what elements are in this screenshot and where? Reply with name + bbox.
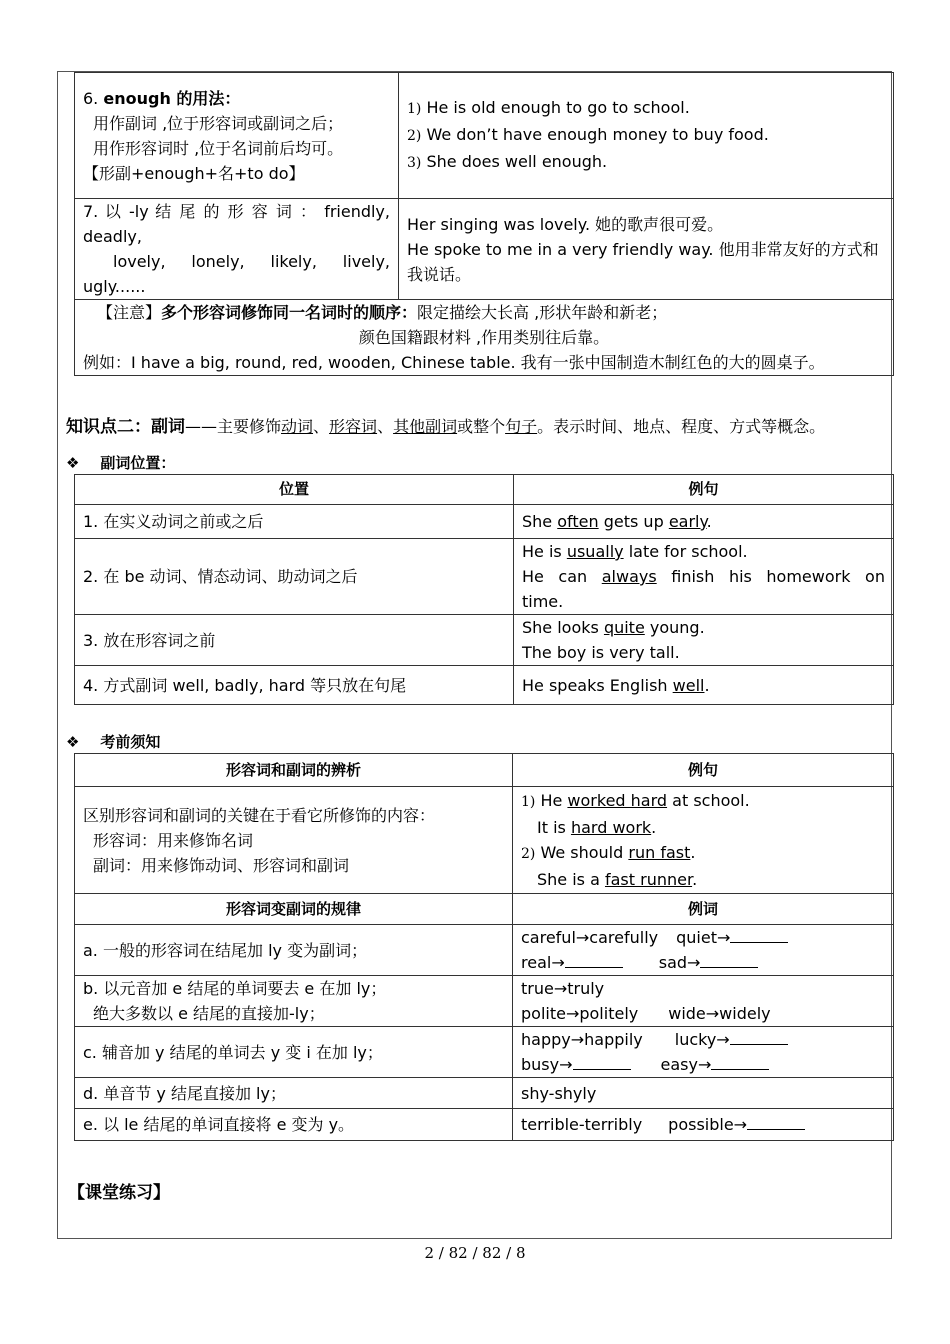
subheading-exam-notes: ❖ 考前须知 [66, 733, 161, 751]
table-row [75, 300, 894, 376]
table-row: 4. 方式副词 well, badly, hard 等只放在句尾 He speaks English well. [75, 666, 894, 705]
adjective-usage-table [74, 72, 894, 376]
adjective-adverb-table [74, 753, 894, 1141]
answer-blank[interactable] [573, 1055, 631, 1070]
enough-examples-cell: 1) He is old enough to go to school. 2) We don’t have enough money to buy food. 3) She does well enough. [399, 73, 894, 199]
table-row: 2. 在 be 动词、情态动词、助动词之后 He is usually late for school. He can always finish his homework on time. [75, 539, 894, 615]
answer-blank[interactable] [730, 1030, 788, 1045]
table-row [75, 73, 894, 199]
adverb-position-table [74, 474, 894, 705]
table-row: 1. 在实义动词之前或之后 She often gets up early. [75, 505, 894, 539]
answer-blank[interactable] [747, 1115, 805, 1130]
answer-blank[interactable] [711, 1055, 769, 1070]
distinction-examples-cell: 1) He worked hard at school. It is hard work. 2) We should run fast. She is a fast runner. [513, 787, 894, 894]
enough-usage-cell: 6. enough 的用法： 用作副词 ,位于形容词或副词之后； 用作形容词时 ,位于名词前后均可。 【形副+enough+名+to do】 [75, 73, 399, 199]
subheading-adverb-position: ❖ 副词位置： [66, 454, 176, 472]
distinction-cell: 区别形容词和副词的关键在于看它所修饰的内容： 形容词：用来修饰名词 副词：用来修饰动词、形容词和副词 [75, 787, 513, 894]
column-header-example: 例句 [514, 475, 894, 505]
table-row: a. 一般的形容词在结尾加 ly 变为副词； careful→carefully quiet→ real→ sad→ [75, 925, 894, 976]
table-row: e. 以 le 结尾的单词直接将 e 变为 y。 terrible-terribly possible→ [75, 1109, 894, 1141]
ly-examples-cell: Her singing was lovely. 她的歌声很可爱。 He spoke to me in a very friendly way. 他用非常友好的方式和我说话。 [399, 199, 894, 300]
table-row: c. 辅音加 y 结尾的单词去 y 变 i 在加 ly； happy→happily lucky→ busy→ easy→ [75, 1027, 894, 1078]
table-row: 3. 放在形容词之前 She looks quite young. The boy is very tall. [75, 615, 894, 666]
table-row: b. 以元音加 e 结尾的单词要去 e 在加 ly； 绝大多数以 e 结尾的直接加-ly； true→truly polite→politely wide→widely [75, 976, 894, 1027]
answer-blank[interactable] [700, 953, 758, 968]
section-heading-adverbs: 知识点二：副词——主要修饰动词、形容词、其他副词或整个句子。表示时间、地点、程度、方式等概念。 [66, 417, 826, 437]
adjective-order-note: 【注意】多个形容词修饰同一名词时的顺序：限定描绘大长高 ,形状年龄和新老； 颜色国籍跟材料 ,作用类别往后靠。 例如：I have a big, round, red, wooden, Chinese table. 我有一张中国制造木制红色的大的圆桌子。 [75, 300, 894, 376]
classroom-practice-heading: 【课堂练习】 [68, 1183, 170, 1203]
page-number: 2 / 82 / 82 / 8 [424, 1244, 526, 1262]
table-header-row [75, 475, 894, 505]
table-row: d. 单音节 y 结尾直接加 ly； shy-shyly [75, 1078, 894, 1109]
diamond-bullet-icon: ❖ [66, 733, 80, 751]
table-header-row: 形容词变副词的规律 例词 [75, 894, 894, 925]
answer-blank[interactable] [565, 953, 623, 968]
answer-blank[interactable] [730, 928, 788, 943]
table-header-row: 形容词和副词的辨析 例句 [75, 754, 894, 787]
table-row [75, 787, 894, 894]
diamond-bullet-icon: ❖ [66, 454, 80, 472]
ly-adjectives-cell: 7. 以 -ly 结 尾 的 形 容 词 ： friendly, deadly, lovely, lonely, likely, lively, ugly...... [75, 199, 399, 300]
column-header-position: 位置 [75, 475, 514, 505]
table-row [75, 199, 894, 300]
